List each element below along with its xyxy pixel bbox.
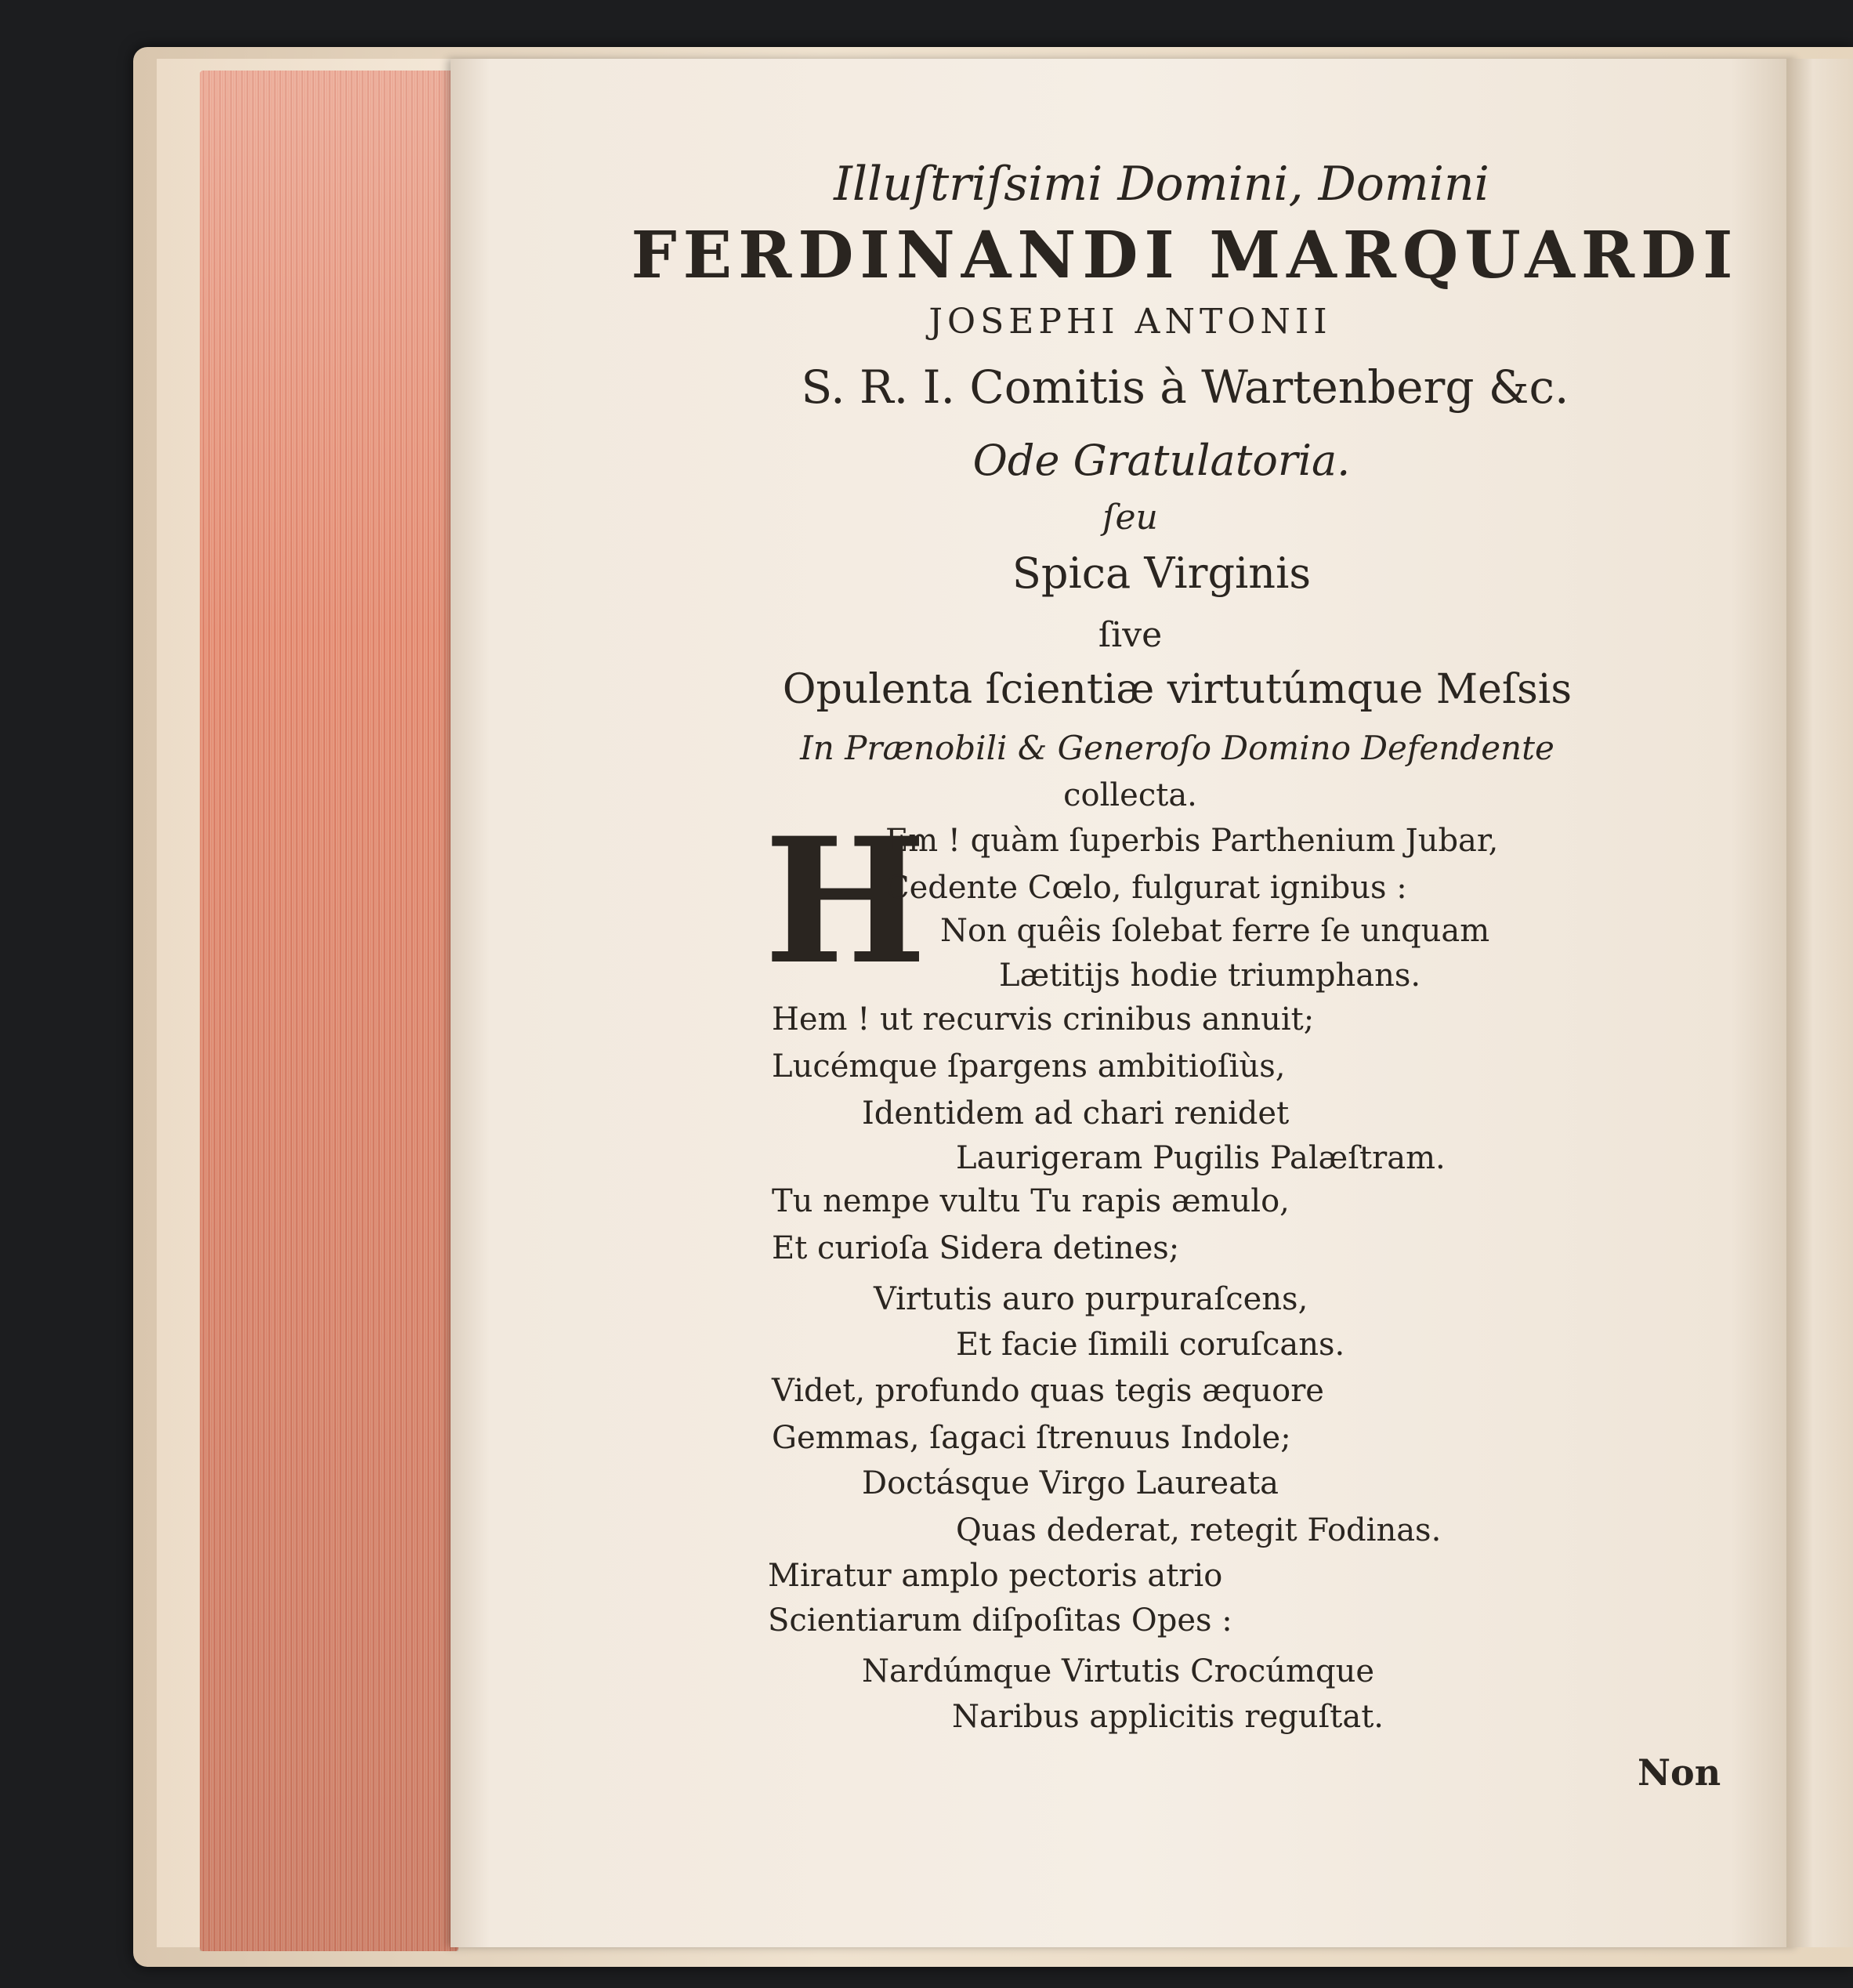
- heading-line-5: Ode Gratulatoria.: [972, 436, 1351, 485]
- poem-line: Hem ! ut recurvis crinibus annuit;: [772, 1001, 1315, 1037]
- poem-line: Scientiarum diſpoſitas Opes :: [768, 1602, 1232, 1639]
- drop-cap: H: [764, 799, 927, 1002]
- poem-line: Quas dederat, retegit Fodinas.: [956, 1512, 1442, 1548]
- poem-line: Videt, profundo quas tegis æquore: [772, 1373, 1324, 1409]
- poem-line: Virtutis auro purpuraſcens,: [874, 1281, 1308, 1317]
- heading-line-9: Opulenta ſcientiæ virtutúmque Meſsis: [782, 666, 1573, 713]
- heading-line-3: JOSEPHI ANTONII: [928, 302, 1332, 342]
- poem-line: Et facie ſimili coruſcans.: [956, 1327, 1345, 1363]
- poem-line: Cedente Cœlo, fulgurat ignibus :: [885, 870, 1407, 906]
- poem-line: Non quêis ſolebat ferre ſe unquam: [940, 913, 1490, 949]
- poem-line: Laurigeram Pugilis Palæſtram.: [956, 1140, 1446, 1176]
- poem-line: Et curioſa Sidera detines;: [772, 1230, 1180, 1266]
- heading-line-11: collecta.: [1063, 777, 1197, 813]
- page-edges-shade: [200, 71, 458, 1951]
- poem-line: Nardúmque Virtutis Crocúmque: [862, 1653, 1375, 1689]
- poem-line: Tu nempe vultu Tu rapis æmulo,: [772, 1183, 1290, 1219]
- facing-page-edge: [1786, 59, 1853, 1947]
- catchword: Non: [1638, 1751, 1721, 1794]
- poem-line: Identidem ad chari renidet: [862, 1095, 1290, 1132]
- poem-line: Miratur amplo pectoris atrio: [768, 1558, 1223, 1594]
- poem-line: Naribus applicitis reguſtat.: [952, 1699, 1384, 1735]
- heading-line-8: ſive: [1098, 615, 1163, 655]
- heading-line-6: ſeu: [1102, 498, 1158, 538]
- poem-line: Gemmas, ſagaci ſtrenuus Indole;: [772, 1420, 1291, 1456]
- heading-line-7: Spica Virginis: [1012, 549, 1312, 598]
- heading-line-1: Illuſtriſsimi Domini, Domini: [834, 157, 1489, 212]
- poem-line: Em ! quàm ſuperbis Parthenium Jubar,: [885, 823, 1499, 859]
- heading-line-2: FERDINANDI MARQUARDI: [631, 218, 1739, 293]
- poem-line: Doctásque Virgo Laureata: [862, 1465, 1279, 1501]
- poem-line: Lucémque ſpargens ambitioſiùs,: [772, 1048, 1286, 1085]
- heading-line-10: In Prænobili & Generoſo Domino Defendente: [800, 729, 1554, 767]
- poem-line: Lætitijs hodie triumphans.: [999, 958, 1421, 994]
- heading-line-4: S. R. I. Comitis à Wartenberg &c.: [801, 360, 1569, 414]
